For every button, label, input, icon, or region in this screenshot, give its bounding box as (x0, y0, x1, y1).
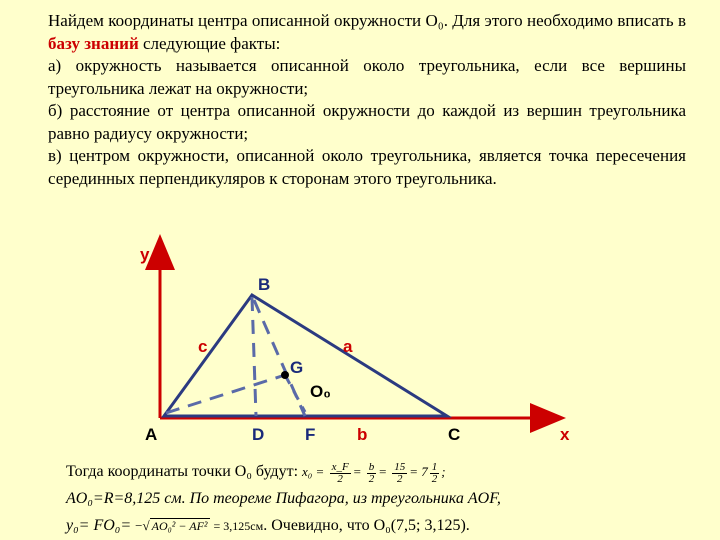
frac-num: 15 (394, 460, 406, 473)
center-point-g (281, 371, 289, 379)
sqrt-expression: AO₀² − AF² (151, 519, 208, 533)
conclusion-line-3 (66, 512, 706, 540)
x0-formula: x₀ = $\frac{x\_F}{2}$ = $\frac{b}{2}$ = $\frac{15}{2}$ = 7 $\frac{1}{2}$ ; (302, 460, 446, 485)
label-c: C (448, 425, 461, 444)
fact-b: б) расстояние от центра описанной окружности до каждой из вершин треугольника равно радиусу окружности; (48, 101, 686, 143)
y-axis-label: y (140, 245, 150, 264)
frac-num: 1 (431, 460, 438, 473)
knowledge-base-link[interactable]: базу знаний (48, 33, 139, 53)
sqrt-result: = 3,125см (213, 519, 264, 533)
fraction-b-2 (367, 462, 377, 485)
conclusion-line-2 (66, 485, 706, 512)
conclusion-text (66, 458, 706, 540)
conclusion-line-1 (66, 458, 706, 485)
frac-den: 2 (368, 472, 375, 485)
fraction-15-2 (392, 462, 407, 485)
final-statement: . Очевидно, что O₀(7,5; 3,125). (263, 517, 470, 534)
y0-lhs: y₀= FO₀= (66, 517, 132, 534)
label-f: F (305, 425, 316, 444)
sqrt-sign: −√ (135, 518, 150, 533)
label-o0: O₀ (310, 382, 331, 401)
whole-part: 7 (421, 464, 428, 479)
label-d: D (252, 425, 265, 444)
frac-num: x_F (331, 460, 349, 473)
label-side-c: c (198, 337, 208, 356)
segment-ao (166, 375, 285, 413)
fact-c: в) центром окружности, описанной около треугольника, является точка пересечения серединных перпендикуляров к сторонам этого треугольника. (48, 146, 686, 188)
frac-den: 2 (431, 472, 438, 485)
coordinates-intro: Тогда координаты точки O₀ будут: (66, 463, 299, 480)
frac-den: 2 (337, 472, 343, 485)
label-a: A (145, 425, 158, 444)
label-g: G (290, 358, 304, 377)
fact-a: а) окружность называется описанной около треугольника, если все вершины треугольника лежат на окружности; (48, 56, 686, 98)
label-side-b: b (357, 425, 368, 444)
intro-line1: Найдем координаты центра описанной окружности O₀. Для этого необходимо вписать в (48, 11, 686, 30)
intro-line1-end: следующие факты: (143, 33, 281, 53)
frac-num: b (368, 460, 375, 473)
label-side-a: a (343, 337, 353, 356)
x-axis-label: x (560, 425, 570, 444)
radius-statement: AO₀=R=8,125 см. По теореме Пифагора, из треугольника AOF, (66, 490, 501, 507)
fraction-xf-2 (330, 462, 351, 485)
x0-lhs: x₀ = (302, 464, 325, 479)
fraction-1-2 (430, 462, 440, 485)
label-b: B (258, 275, 271, 294)
altitude-bd (252, 297, 256, 416)
frac-den: 2 (397, 472, 403, 485)
